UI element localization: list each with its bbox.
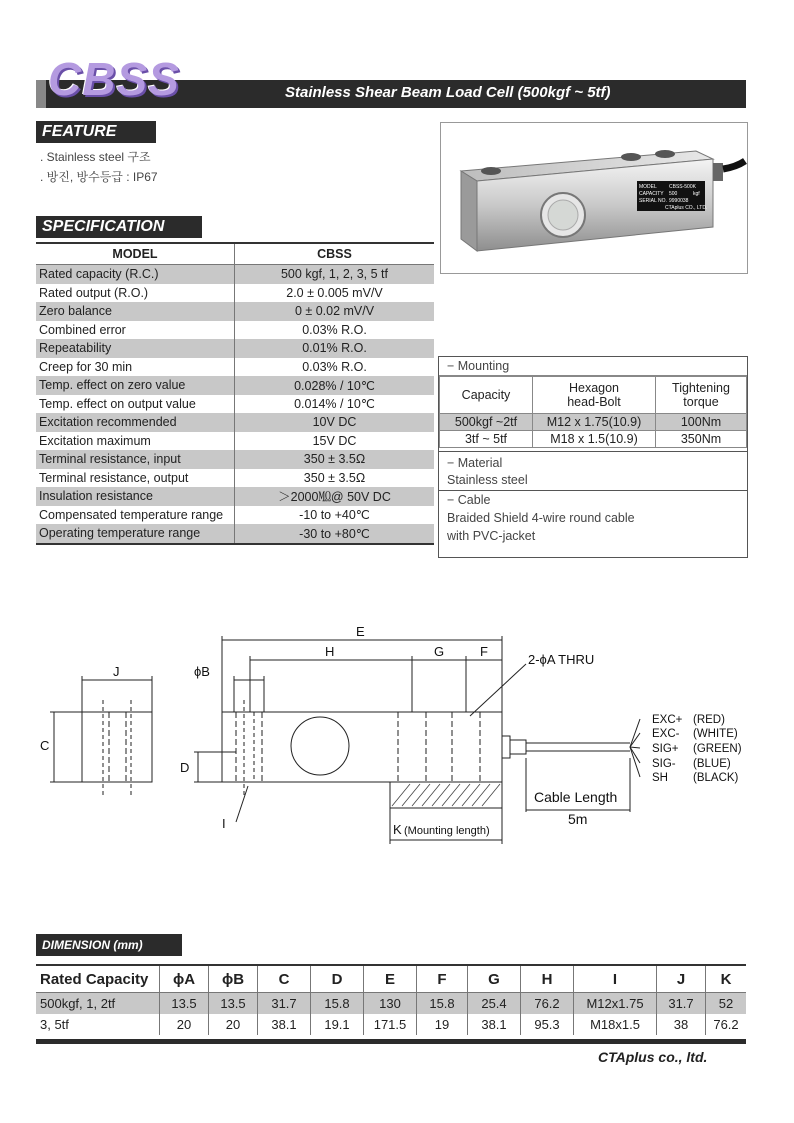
spec-label: Excitation maximum bbox=[36, 432, 235, 451]
photo-label-model-value: CBSS-500K bbox=[669, 184, 696, 190]
spec-value: -10 to +40℃ bbox=[299, 508, 370, 523]
load-cell-illustration bbox=[441, 123, 747, 273]
table-row bbox=[36, 1014, 746, 1035]
mounting-col-label: Tightening bbox=[672, 381, 730, 395]
dims-cell: 76.2 bbox=[713, 1017, 739, 1032]
wire-color: (WHITE) bbox=[693, 728, 738, 740]
dims-cell: 31.7 bbox=[657, 993, 706, 1015]
spec-value: ＞2000㏁@ 50V DC bbox=[235, 487, 435, 506]
dims-col-header: ϕA bbox=[160, 965, 209, 993]
feature-line-2: . 방진, 방수등급 : IP67 bbox=[40, 170, 158, 184]
dims-col-header: I bbox=[574, 965, 657, 993]
label-thru: 2-ϕA THRU bbox=[528, 652, 595, 667]
dims-cell: M18x1.5 bbox=[574, 1014, 657, 1035]
mounting-cell: 350Nm bbox=[656, 431, 747, 448]
photo-label-model: MODEL bbox=[639, 184, 657, 190]
mounting-cell: M12 x 1.75(10.9) bbox=[533, 414, 656, 431]
label-H: H bbox=[325, 644, 335, 659]
dims-col-header: J bbox=[657, 965, 706, 993]
dims-cell: 13.5 bbox=[209, 993, 258, 1015]
spec-col-cbss: CBSS bbox=[235, 243, 435, 265]
dims-header-row bbox=[36, 965, 746, 993]
dims-cell: 19.1 bbox=[311, 1014, 364, 1035]
photo-label-serial-value: 9990038 bbox=[669, 198, 689, 204]
mounting-col-torque bbox=[656, 377, 747, 414]
material-heading: − Material bbox=[439, 451, 747, 470]
table-row bbox=[36, 321, 434, 340]
wire-name: SIG+ bbox=[652, 743, 679, 755]
spec-value: 0 ± 0.02 mV/V bbox=[235, 302, 435, 321]
mounting-cell: 3tf ~ 5tf bbox=[440, 431, 533, 448]
spec-label: Operating temperature range bbox=[36, 524, 235, 544]
dims-col-header: H bbox=[521, 965, 574, 993]
table-row bbox=[36, 302, 434, 321]
wire-color: (RED) bbox=[693, 714, 725, 726]
wire-color: (GREEN) bbox=[693, 743, 742, 755]
label-I: I bbox=[222, 816, 226, 831]
table-row bbox=[36, 413, 434, 432]
table-row bbox=[36, 993, 746, 1015]
dims-cell: 130 bbox=[364, 993, 417, 1015]
dims-cell: 38.1 bbox=[468, 1014, 521, 1035]
dims-cell: 25.4 bbox=[468, 993, 521, 1015]
photo-label-serial: SERIAL NO. bbox=[639, 198, 667, 204]
dims-cell: 20 bbox=[160, 1014, 209, 1035]
dimension-drawing bbox=[0, 600, 794, 860]
material-value: Stainless steel bbox=[439, 470, 747, 491]
company-footer: CTAplus co., ltd. bbox=[598, 1049, 708, 1065]
dimension-table bbox=[36, 964, 746, 1035]
mounting-heading: − Mounting bbox=[439, 357, 747, 376]
table-row bbox=[440, 431, 747, 448]
mounting-header-row bbox=[440, 377, 747, 414]
product-photo bbox=[440, 122, 748, 274]
wire-color: (BLUE) bbox=[693, 758, 731, 770]
spec-label: Terminal resistance, input bbox=[36, 450, 235, 469]
spec-label: Rated output (R.O.) bbox=[36, 284, 235, 303]
label-J: J bbox=[113, 664, 120, 679]
spec-label: Terminal resistance, output bbox=[36, 469, 235, 488]
table-row bbox=[440, 414, 747, 431]
spec-label: Excitation recommended bbox=[36, 413, 235, 432]
wire-name: SH bbox=[652, 772, 668, 784]
spec-value: 15V DC bbox=[312, 433, 357, 448]
feature-line-1: . Stainless steel 구조 bbox=[40, 150, 151, 164]
table-row bbox=[36, 469, 434, 488]
dims-cell: 38 bbox=[657, 1014, 706, 1035]
label-cable-length-value: 5m bbox=[568, 811, 588, 827]
dims-col-header: E bbox=[364, 965, 417, 993]
label-C: C bbox=[40, 738, 50, 753]
spec-label: Temp. effect on zero value bbox=[36, 376, 235, 395]
dims-cell: 15.8 bbox=[311, 993, 364, 1015]
label-K-note: (Mounting length) bbox=[404, 825, 490, 837]
dims-col-header: K bbox=[706, 965, 747, 993]
dims-col-header: Rated Capacity bbox=[36, 965, 160, 993]
spec-label: Zero balance bbox=[36, 302, 235, 321]
label-G: G bbox=[434, 644, 445, 659]
spec-label: Creep for 30 min bbox=[36, 358, 235, 377]
dims-cell: 171.5 bbox=[364, 1014, 417, 1035]
wire-name: EXC+ bbox=[652, 714, 683, 726]
mounting-col-label: Hexagon bbox=[568, 381, 620, 395]
spec-value: 2.0 ± 0.005 mV/V bbox=[286, 285, 383, 300]
table-row bbox=[36, 506, 434, 525]
photo-label-capacity: CAPACITY bbox=[639, 191, 664, 197]
spec-label: Insulation resistance bbox=[36, 487, 235, 506]
wire-name: SIG- bbox=[652, 758, 676, 770]
dims-cell: 19 bbox=[417, 1014, 468, 1035]
mounting-cell: M18 x 1.5(10.9) bbox=[533, 431, 656, 448]
mounting-col-label: Capacity bbox=[461, 388, 511, 402]
product-logo: CBSS bbox=[48, 53, 180, 105]
label-D: D bbox=[180, 760, 190, 775]
wire-name: EXC- bbox=[652, 728, 680, 740]
table-row bbox=[36, 395, 434, 414]
header-bar-accent bbox=[36, 80, 46, 108]
spec-value: 0.01% R.O. bbox=[235, 339, 435, 358]
dims-col-header: F bbox=[417, 965, 468, 993]
spec-value: 350 ± 3.5Ω bbox=[303, 470, 366, 485]
spec-header-row bbox=[36, 243, 434, 265]
spec-value: -30 to +80℃ bbox=[235, 524, 435, 544]
dims-cell: 20 bbox=[209, 1014, 258, 1035]
mounting-table bbox=[439, 376, 747, 448]
feature-heading: FEATURE bbox=[36, 121, 156, 143]
label-F: F bbox=[480, 644, 488, 659]
spec-label: Rated capacity (R.C.) bbox=[36, 265, 235, 284]
table-row bbox=[36, 487, 434, 506]
photo-label-unit: kgf bbox=[693, 191, 700, 197]
dims-col-header: C bbox=[258, 965, 311, 993]
dims-cell: 31.7 bbox=[258, 993, 311, 1015]
dims-cell: 38.1 bbox=[258, 1014, 311, 1035]
mounting-info-box bbox=[438, 356, 748, 558]
label-E: E bbox=[356, 624, 365, 639]
dimension-heading: DIMENSION (mm) bbox=[36, 934, 182, 956]
mounting-col-label: torque bbox=[683, 395, 719, 409]
dims-cell: 52 bbox=[706, 993, 747, 1015]
spec-label: Compensated temperature range bbox=[36, 506, 235, 525]
dims-cell: 3, 5tf bbox=[36, 1014, 160, 1035]
spec-label: Repeatability bbox=[36, 339, 235, 358]
table-row bbox=[36, 376, 434, 395]
spec-value: 500 kgf, 1, 2, 3, 5 tf bbox=[235, 265, 435, 284]
spec-value: 350 ± 3.5Ω bbox=[235, 450, 435, 469]
dims-cell: 76.2 bbox=[521, 993, 574, 1015]
dims-cell: 500kgf, 1, 2tf bbox=[36, 993, 160, 1015]
spec-label: Combined error bbox=[36, 321, 235, 340]
dims-col-header: G bbox=[468, 965, 521, 993]
spec-col-model: MODEL bbox=[36, 243, 235, 265]
dims-cell: 13.5 bbox=[160, 993, 209, 1015]
spec-label: Temp. effect on output value bbox=[36, 395, 235, 414]
dims-col-header: D bbox=[311, 965, 364, 993]
table-row bbox=[36, 450, 434, 469]
dims-cell: M12x1.75 bbox=[574, 993, 657, 1015]
specification-table bbox=[36, 242, 434, 545]
wire-color: (BLACK) bbox=[693, 772, 739, 784]
cable-line-2: with PVC-jacket bbox=[447, 529, 536, 543]
table-row bbox=[36, 358, 434, 377]
bottom-bar bbox=[36, 1039, 746, 1044]
mounting-cell: 500kgf ~2tf bbox=[440, 414, 533, 431]
table-row bbox=[36, 284, 434, 303]
page-title: Stainless Shear Beam Load Cell (500kgf ~ 5tf) bbox=[285, 84, 611, 101]
specification-heading: SPECIFICATION bbox=[36, 216, 202, 238]
spec-value: 0.028% / 10℃ bbox=[235, 376, 435, 395]
mounting-col-bolt bbox=[533, 377, 656, 414]
dims-col-header: ϕB bbox=[209, 965, 258, 993]
label-phiB: ϕB bbox=[194, 664, 210, 679]
cable-line-1: Braided Shield 4-wire round cable bbox=[447, 511, 635, 525]
table-row bbox=[36, 524, 434, 544]
spec-value: 0.03% R.O. bbox=[302, 359, 367, 374]
label-cable-length: Cable Length bbox=[534, 789, 618, 805]
table-row bbox=[36, 432, 434, 451]
photo-label-capacity-value: 500 bbox=[669, 191, 678, 197]
cable-heading: − Cable bbox=[447, 493, 491, 507]
spec-value: 10V DC bbox=[235, 413, 435, 432]
dims-cell: 95.3 bbox=[521, 1014, 574, 1035]
mounting-cell: 100Nm bbox=[656, 414, 747, 431]
mounting-col-label: head-Bolt bbox=[567, 395, 621, 409]
table-row bbox=[36, 339, 434, 358]
mounting-col-capacity bbox=[440, 377, 533, 414]
photo-label-maker: CTAplus CO., LTD. bbox=[665, 205, 708, 211]
table-row bbox=[36, 265, 434, 284]
spec-value: 0.014% / 10℃ bbox=[294, 397, 375, 412]
dims-cell: 15.8 bbox=[417, 993, 468, 1015]
label-K: K bbox=[393, 822, 402, 837]
spec-value: 0.03% R.O. bbox=[302, 322, 367, 337]
